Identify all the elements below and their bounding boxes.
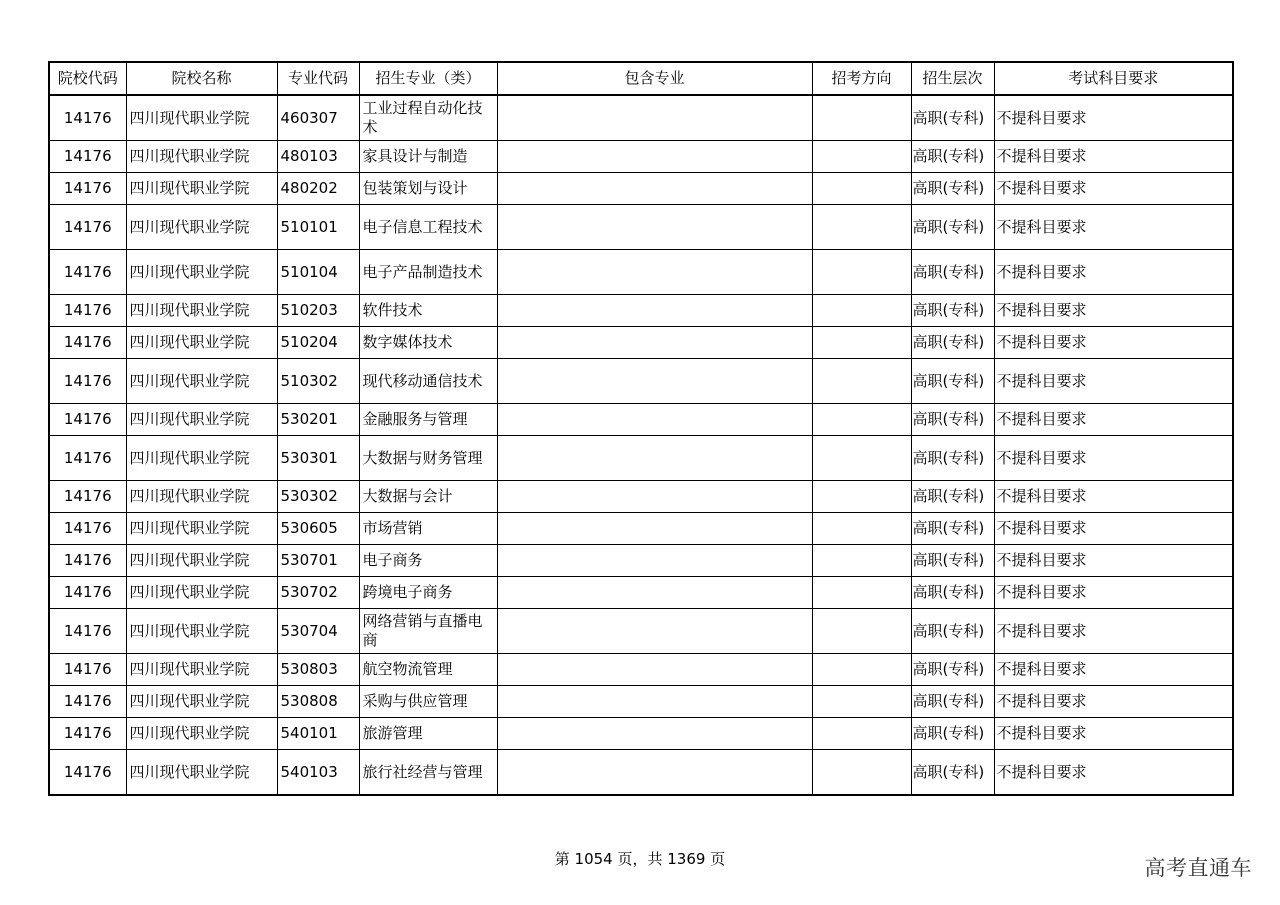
cell-major-code: 530605	[277, 513, 359, 545]
cell-direction	[812, 750, 911, 796]
header-row	[49, 62, 1233, 95]
cell-school-name: 四川现代职业学院	[126, 436, 277, 481]
page-number: 第 1054 页，共 1369 页	[554, 850, 726, 868]
cell-direction	[812, 481, 911, 513]
cell-level: 高职(专科)	[911, 250, 994, 295]
cell-included-majors	[497, 513, 812, 545]
table-row	[49, 359, 1233, 404]
cell-direction	[812, 545, 911, 577]
cell-major-code: 510204	[277, 327, 359, 359]
cell-major-code: 510101	[277, 205, 359, 250]
cell-level: 高职(专科)	[911, 609, 994, 654]
cell-major: 网络营销与直播电商	[359, 609, 497, 654]
table-row	[49, 654, 1233, 686]
cell-major: 市场营销	[359, 513, 497, 545]
cell-school-name: 四川现代职业学院	[126, 359, 277, 404]
cell-included-majors	[497, 173, 812, 205]
cell-subjects: 不提科目要求	[994, 141, 1233, 173]
table-row	[49, 205, 1233, 250]
cell-major-code: 530704	[277, 609, 359, 654]
cell-major: 采购与供应管理	[359, 686, 497, 718]
cell-subjects: 不提科目要求	[994, 750, 1233, 796]
cell-major: 软件技术	[359, 295, 497, 327]
cell-major-code: 530803	[277, 654, 359, 686]
cell-major: 家具设计与制造	[359, 141, 497, 173]
table-body	[49, 95, 1233, 795]
cell-school-code: 14176	[49, 609, 126, 654]
table-row	[49, 404, 1233, 436]
cell-school-name: 四川现代职业学院	[126, 609, 277, 654]
header-subjects: 考试科目要求	[994, 62, 1233, 95]
table-row	[49, 95, 1233, 141]
cell-subjects: 不提科目要求	[994, 686, 1233, 718]
cell-level: 高职(专科)	[911, 513, 994, 545]
cell-subjects: 不提科目要求	[994, 359, 1233, 404]
watermark-logo: 高考直通车	[1144, 856, 1252, 880]
cell-subjects: 不提科目要求	[994, 205, 1233, 250]
cell-level: 高职(专科)	[911, 404, 994, 436]
cell-major: 电子产品制造技术	[359, 250, 497, 295]
table-row	[49, 718, 1233, 750]
cell-school-code: 14176	[49, 513, 126, 545]
cell-subjects: 不提科目要求	[994, 327, 1233, 359]
cell-level: 高职(专科)	[911, 141, 994, 173]
cell-school-name: 四川现代职业学院	[126, 718, 277, 750]
cell-subjects: 不提科目要求	[994, 513, 1233, 545]
cell-school-code: 14176	[49, 359, 126, 404]
header-direction: 招考方向	[812, 62, 911, 95]
cell-school-name: 四川现代职业学院	[126, 750, 277, 796]
cell-subjects: 不提科目要求	[994, 481, 1233, 513]
table-row	[49, 686, 1233, 718]
cell-subjects: 不提科目要求	[994, 718, 1233, 750]
table-row	[49, 750, 1233, 796]
cell-level: 高职(专科)	[911, 436, 994, 481]
cell-subjects: 不提科目要求	[994, 609, 1233, 654]
cell-level: 高职(专科)	[911, 173, 994, 205]
cell-major: 跨境电子商务	[359, 577, 497, 609]
cell-major-code: 510104	[277, 250, 359, 295]
cell-school-name: 四川现代职业学院	[126, 686, 277, 718]
cell-school-name: 四川现代职业学院	[126, 545, 277, 577]
cell-school-code: 14176	[49, 404, 126, 436]
cell-school-name: 四川现代职业学院	[126, 295, 277, 327]
cell-school-code: 14176	[49, 750, 126, 796]
cell-direction	[812, 327, 911, 359]
cell-direction	[812, 718, 911, 750]
cell-direction	[812, 609, 911, 654]
cell-school-name: 四川现代职业学院	[126, 95, 277, 141]
cell-subjects: 不提科目要求	[994, 173, 1233, 205]
table-row	[49, 481, 1233, 513]
cell-school-code: 14176	[49, 173, 126, 205]
cell-major-code: 530302	[277, 481, 359, 513]
table-row	[49, 609, 1233, 654]
table-row	[49, 141, 1233, 173]
cell-subjects: 不提科目要求	[994, 654, 1233, 686]
cell-school-name: 四川现代职业学院	[126, 481, 277, 513]
cell-school-code: 14176	[49, 205, 126, 250]
table-row	[49, 173, 1233, 205]
header-school-name: 院校名称	[126, 62, 277, 95]
header-level: 招生层次	[911, 62, 994, 95]
table-row	[49, 577, 1233, 609]
cell-major: 金融服务与管理	[359, 404, 497, 436]
cell-level: 高职(专科)	[911, 295, 994, 327]
cell-included-majors	[497, 205, 812, 250]
cell-level: 高职(专科)	[911, 327, 994, 359]
cell-school-code: 14176	[49, 250, 126, 295]
cell-included-majors	[497, 609, 812, 654]
cell-school-code: 14176	[49, 686, 126, 718]
cell-level: 高职(专科)	[911, 359, 994, 404]
cell-major-code: 480103	[277, 141, 359, 173]
cell-major: 旅行社经营与管理	[359, 750, 497, 796]
cell-school-code: 14176	[49, 545, 126, 577]
cell-included-majors	[497, 686, 812, 718]
header-school-code: 院校代码	[49, 62, 126, 95]
cell-school-code: 14176	[49, 295, 126, 327]
cell-school-code: 14176	[49, 95, 126, 141]
cell-major-code: 460307	[277, 95, 359, 141]
cell-school-code: 14176	[49, 481, 126, 513]
cell-major-code: 530201	[277, 404, 359, 436]
header-major-code: 专业代码	[277, 62, 359, 95]
cell-major: 工业过程自动化技术	[359, 95, 497, 141]
cell-included-majors	[497, 295, 812, 327]
cell-school-name: 四川现代职业学院	[126, 513, 277, 545]
cell-direction	[812, 95, 911, 141]
cell-major: 大数据与财务管理	[359, 436, 497, 481]
cell-included-majors	[497, 545, 812, 577]
cell-level: 高职(专科)	[911, 481, 994, 513]
cell-direction	[812, 436, 911, 481]
cell-school-code: 14176	[49, 654, 126, 686]
cell-school-name: 四川现代职业学院	[126, 250, 277, 295]
cell-included-majors	[497, 750, 812, 796]
cell-subjects: 不提科目要求	[994, 577, 1233, 609]
cell-direction	[812, 359, 911, 404]
cell-direction	[812, 513, 911, 545]
cell-included-majors	[497, 250, 812, 295]
cell-level: 高职(专科)	[911, 750, 994, 796]
cell-subjects: 不提科目要求	[994, 295, 1233, 327]
cell-subjects: 不提科目要求	[994, 545, 1233, 577]
cell-major-code: 540103	[277, 750, 359, 796]
cell-major-code: 530301	[277, 436, 359, 481]
cell-school-name: 四川现代职业学院	[126, 654, 277, 686]
cell-major: 数字媒体技术	[359, 327, 497, 359]
cell-school-name: 四川现代职业学院	[126, 205, 277, 250]
cell-included-majors	[497, 327, 812, 359]
table-row	[49, 513, 1233, 545]
cell-level: 高职(专科)	[911, 545, 994, 577]
cell-major-code: 530702	[277, 577, 359, 609]
cell-direction	[812, 205, 911, 250]
cell-school-name: 四川现代职业学院	[126, 173, 277, 205]
admissions-table	[48, 61, 1234, 796]
cell-direction	[812, 404, 911, 436]
cell-school-code: 14176	[49, 141, 126, 173]
table-row	[49, 327, 1233, 359]
table-row	[49, 295, 1233, 327]
cell-direction	[812, 295, 911, 327]
cell-subjects: 不提科目要求	[994, 404, 1233, 436]
cell-direction	[812, 654, 911, 686]
header-included-majors: 包含专业	[497, 62, 812, 95]
table-row	[49, 545, 1233, 577]
cell-school-name: 四川现代职业学院	[126, 404, 277, 436]
cell-level: 高职(专科)	[911, 95, 994, 141]
cell-major: 电子商务	[359, 545, 497, 577]
cell-direction	[812, 173, 911, 205]
cell-major-code: 510302	[277, 359, 359, 404]
cell-included-majors	[497, 577, 812, 609]
cell-major: 大数据与会计	[359, 481, 497, 513]
table-header	[49, 62, 1233, 95]
cell-school-code: 14176	[49, 436, 126, 481]
cell-school-name: 四川现代职业学院	[126, 577, 277, 609]
cell-subjects: 不提科目要求	[994, 95, 1233, 141]
cell-included-majors	[497, 359, 812, 404]
cell-major: 航空物流管理	[359, 654, 497, 686]
header-major: 招生专业（类）	[359, 62, 497, 95]
cell-major: 电子信息工程技术	[359, 205, 497, 250]
cell-level: 高职(专科)	[911, 577, 994, 609]
cell-direction	[812, 577, 911, 609]
cell-direction	[812, 686, 911, 718]
cell-major-code: 510203	[277, 295, 359, 327]
table-row	[49, 436, 1233, 481]
cell-level: 高职(专科)	[911, 686, 994, 718]
table-row	[49, 250, 1233, 295]
cell-school-name: 四川现代职业学院	[126, 327, 277, 359]
cell-included-majors	[497, 436, 812, 481]
cell-included-majors	[497, 141, 812, 173]
cell-major: 包装策划与设计	[359, 173, 497, 205]
cell-school-name: 四川现代职业学院	[126, 141, 277, 173]
cell-school-code: 14176	[49, 327, 126, 359]
cell-subjects: 不提科目要求	[994, 250, 1233, 295]
cell-major-code: 540101	[277, 718, 359, 750]
cell-level: 高职(专科)	[911, 654, 994, 686]
cell-level: 高职(专科)	[911, 205, 994, 250]
cell-major-code: 530701	[277, 545, 359, 577]
cell-included-majors	[497, 718, 812, 750]
cell-included-majors	[497, 404, 812, 436]
cell-major-code: 480202	[277, 173, 359, 205]
cell-major: 旅游管理	[359, 718, 497, 750]
cell-school-code: 14176	[49, 718, 126, 750]
cell-major: 现代移动通信技术	[359, 359, 497, 404]
cell-school-code: 14176	[49, 577, 126, 609]
cell-level: 高职(专科)	[911, 718, 994, 750]
cell-included-majors	[497, 95, 812, 141]
cell-included-majors	[497, 654, 812, 686]
cell-major-code: 530808	[277, 686, 359, 718]
cell-direction	[812, 141, 911, 173]
cell-included-majors	[497, 481, 812, 513]
cell-direction	[812, 250, 911, 295]
cell-subjects: 不提科目要求	[994, 436, 1233, 481]
